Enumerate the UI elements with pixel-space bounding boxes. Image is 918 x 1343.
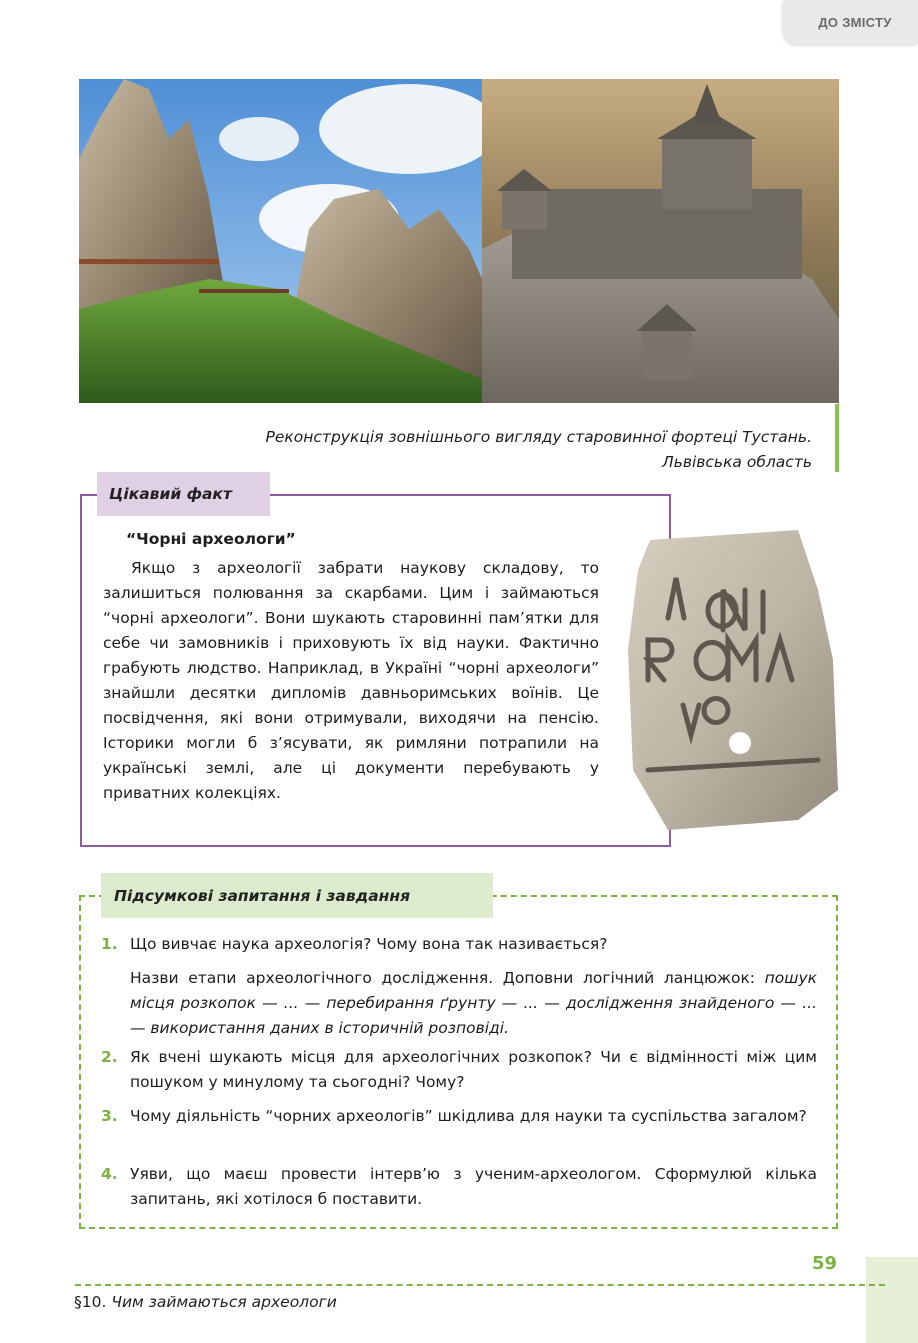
question-text: Уяви, що маєш провести інтерв’ю з ученим-археологом. Сформулюй кілька запитань, які хотілося б поставити. [130,1165,817,1208]
interesting-fact-label: Цікавий факт [97,472,270,516]
question-text: Чому діяльність “чорних археологів” шкідлива для науки та суспільства загалом? [130,1107,807,1125]
page-number: 59 [812,1253,838,1274]
fact-text: Якщо з археології забрати наукову складову, то залишиться полювання за скарбами. Цим і займаються “чорні археологи”. Вони шукають старовинні пам’ятки для себе чи замовників і приховують їх від науки. Фактично грабують людство. Наприклад, в Україні “чорні археологи” знайшли десятки дипломів давньоримських воїнів. Це посвідчення, які вони отримували, виходячи на пенсію. Історики могли б з’ясувати, як римляни потрапили на українські землі, але ці документи перебувають у приватних колекціях. [103,559,599,802]
question-text: Назви етапи археологічного дослідження. Доповни логічний ланцюжок: пошук місця розкопок — ... — перебирання ґрунту — ... — дослідження знайденого — ... — використання даних в історичній розповіді. [130,969,817,1037]
table-of-contents-link[interactable]: ДО ЗМІСТУ [784,0,918,44]
caption-line-2: Львівська область [662,453,812,471]
summary-questions-label: Підсумкові запитання і завдання [101,873,493,918]
question-number: 2. [101,1048,118,1066]
question-3 [101,1104,817,1129]
question-1-task [101,966,817,1041]
question-number: 3. [101,1107,118,1125]
question-4 [101,1162,817,1212]
roman-diploma-tablet-image [628,530,840,830]
caption-accent-bar [835,404,839,472]
question-number: 1. [101,935,118,953]
question-1 [101,932,817,957]
caption-line-1: Реконструкція зовнішнього вигляду старовинної фортеці Тустань. [265,428,812,446]
question-number: 4. [101,1165,118,1183]
footer-divider [75,1284,885,1286]
fact-title: “Чорні археологи” [126,530,296,548]
footer-side-block [866,1257,918,1343]
rocks-photo [79,79,482,403]
question-text: Як вчені шукають місця для археологічних розкопок? Чи є відмінності між цим пошуком у минулому та сьогодні? Чому? [130,1048,817,1091]
section-title: §10. Чим займаються археологи [74,1293,337,1311]
fortress-reconstruction-photo [482,79,839,403]
question-2 [101,1045,817,1095]
figure-caption [100,425,812,475]
question-text: Що вивчає наука археологія? Чому вона так називається? [130,935,608,953]
